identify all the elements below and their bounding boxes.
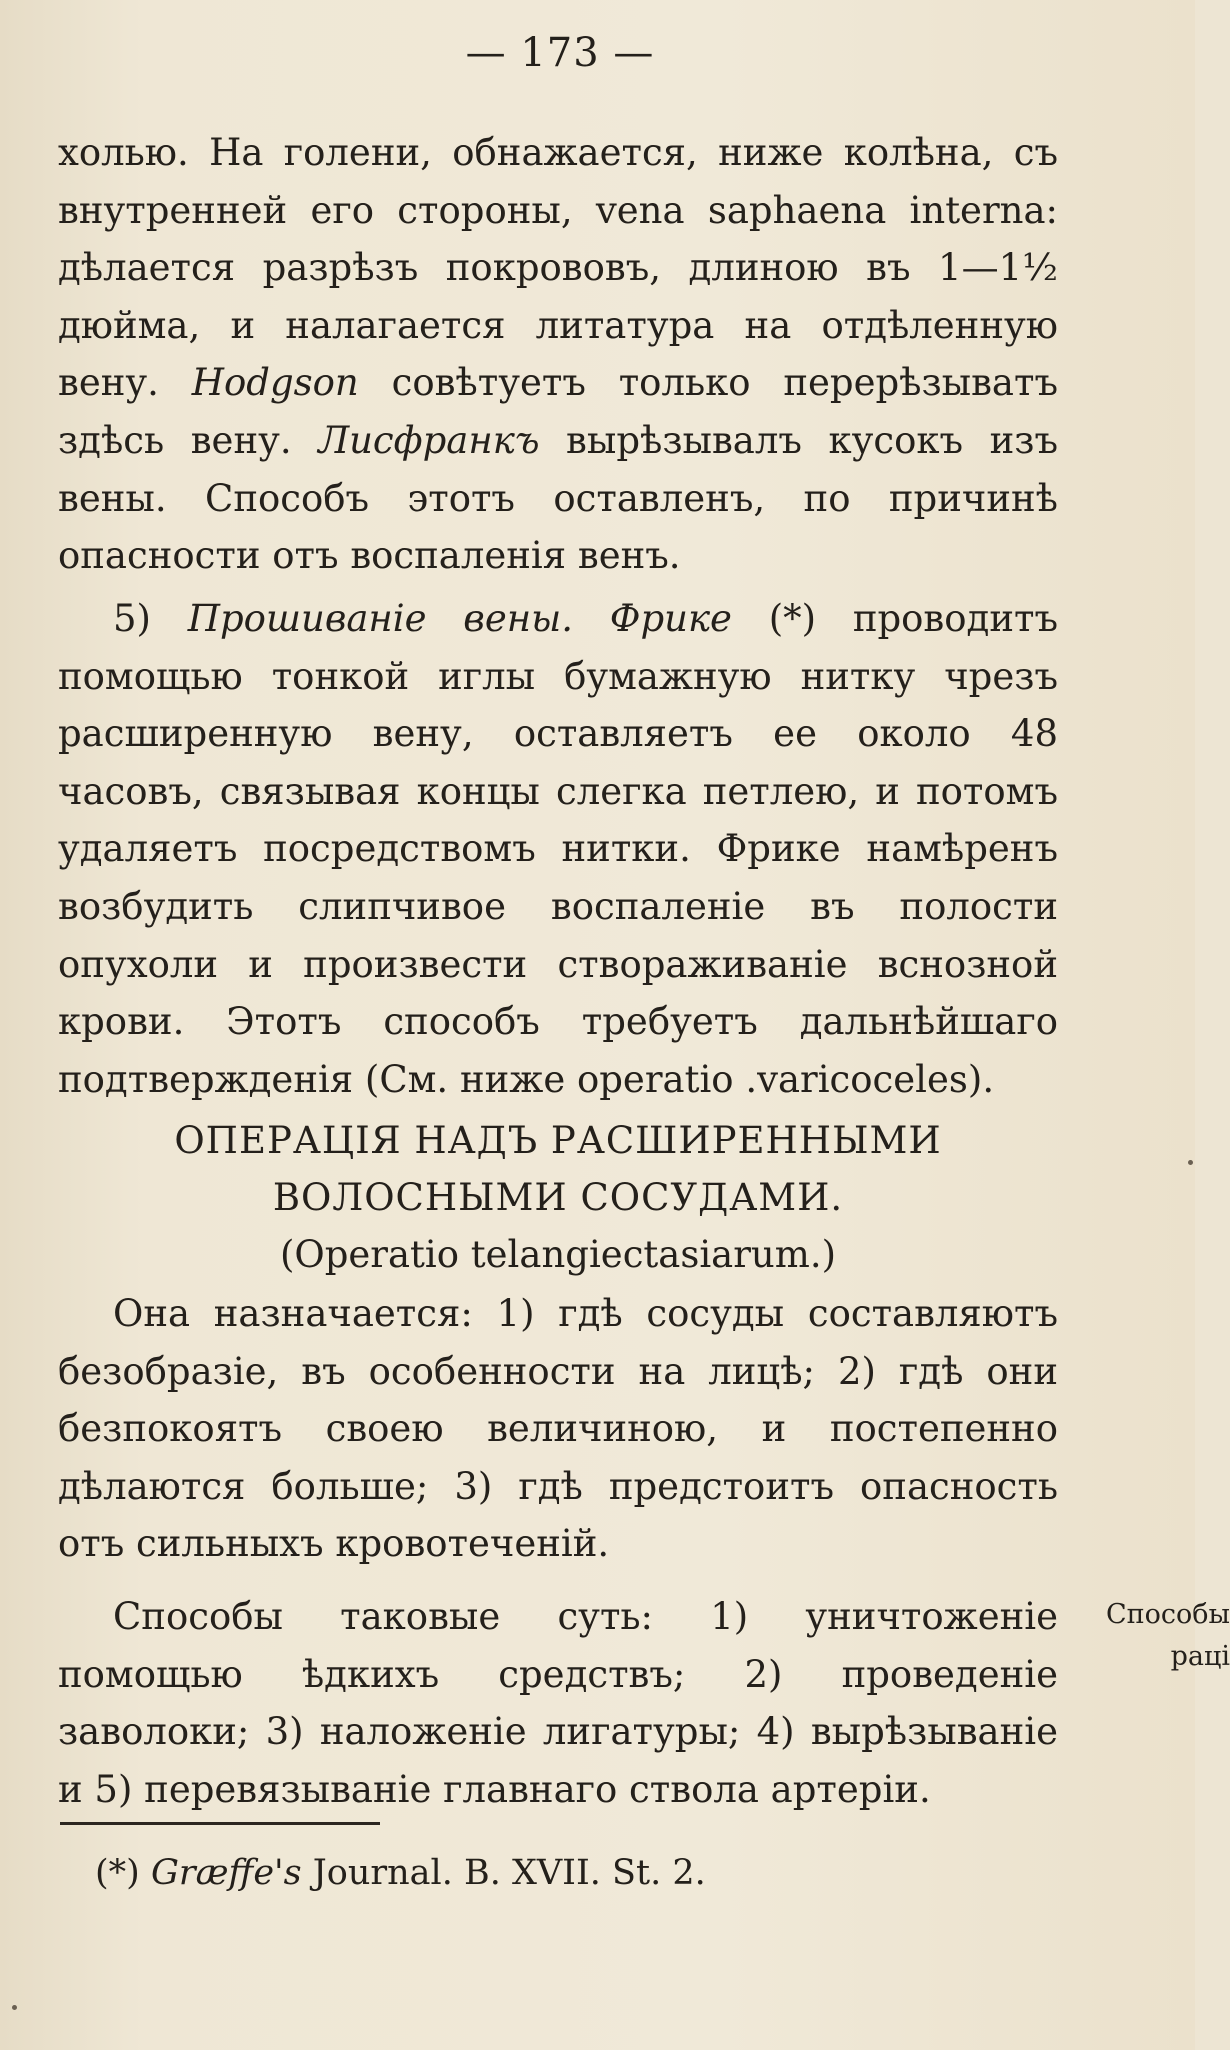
list-number: 5) — [113, 597, 188, 640]
footnote-author: Græffe's — [150, 1853, 302, 1893]
page-number: — 173 — — [465, 30, 655, 76]
paper-spot — [1188, 1160, 1193, 1165]
paragraph-continuation — [58, 124, 1058, 585]
method-title: Прошиваніе вены. — [187, 597, 573, 640]
paragraph-stitching — [58, 590, 1058, 1108]
paragraph-text: холью. На голени, обнажается, ниже колѣна, съ внутренней его стороны, vena saphaena interna: дѣлается разрѣзъ покрововъ, длиною въ 1—1½ дюйма, и налагается литатура на отдѣленную вену. — [58, 131, 1058, 405]
section-heading: ОПЕРАЦІЯ НАДЪ РАСШИРЕННЫМИ ВОЛОСНЫМИ СОСУДАМИ. — [174, 1119, 942, 1219]
paragraph-methods: Способы таковые суть: 1) уничтоженіе помощью ѣдкихъ средствъ; 2) проведеніе заволоки; 3) наложеніе лигатуры; 4) вырѣзываніе и 5) перевязываніе главнаго ствола артеріи. — [58, 1595, 1058, 1811]
footnote-marker: (*) — [95, 1853, 151, 1893]
paragraph-text: вырѣзывалъ кусокъ изъ вены. Способъ этотъ оставленъ, по причинѣ опасности отъ воспаленія венъ. — [58, 418, 1058, 578]
paragraph-text: (*) проводитъ помощью тонкой иглы бумажную нитку чрезъ расширенную вену, оставляетъ ее около 48 часовъ, связывая концы слегка петлею, и потомъ удаляетъ посредствомъ нитки. Фрике намѣренъ возбудить слипчивое воспаленіе въ полости опухоли и произвести створаживаніе вснозной крови. Этотъ способъ требуетъ дальнѣйшаго подтвержденія (См. ниже operatio .varicoceles). — [58, 597, 1058, 1101]
footnote — [95, 1848, 995, 1898]
footnote-text: Journal. B. XVII. St. 2. — [301, 1853, 706, 1893]
footnote-divider — [60, 1822, 380, 1825]
margin-note: Способы раці — [1105, 1599, 1230, 1672]
author-name-frike: Фрике — [572, 597, 732, 640]
section-subheading: (Operatio telangiectasiarum.) — [279, 1233, 837, 1276]
paper-spot — [12, 2005, 17, 2010]
paragraph-indications: Она назначается: 1) гдѣ сосуды составляютъ безобразіе, въ особенности на лицѣ; 2) гдѣ они безпокоятъ своею величиною, и постепенно дѣлаются больше; 3) гдѣ предстоитъ опасность отъ сильныхъ кровотеченій. — [58, 1292, 1058, 1566]
author-name-hodgson: Hodgson — [191, 361, 359, 405]
author-name-lisfranc: Лисфранкъ — [318, 418, 540, 462]
paragraph-text: совѣтуетъ только перерѣзыватъ здѣсь вену. — [58, 361, 1058, 462]
